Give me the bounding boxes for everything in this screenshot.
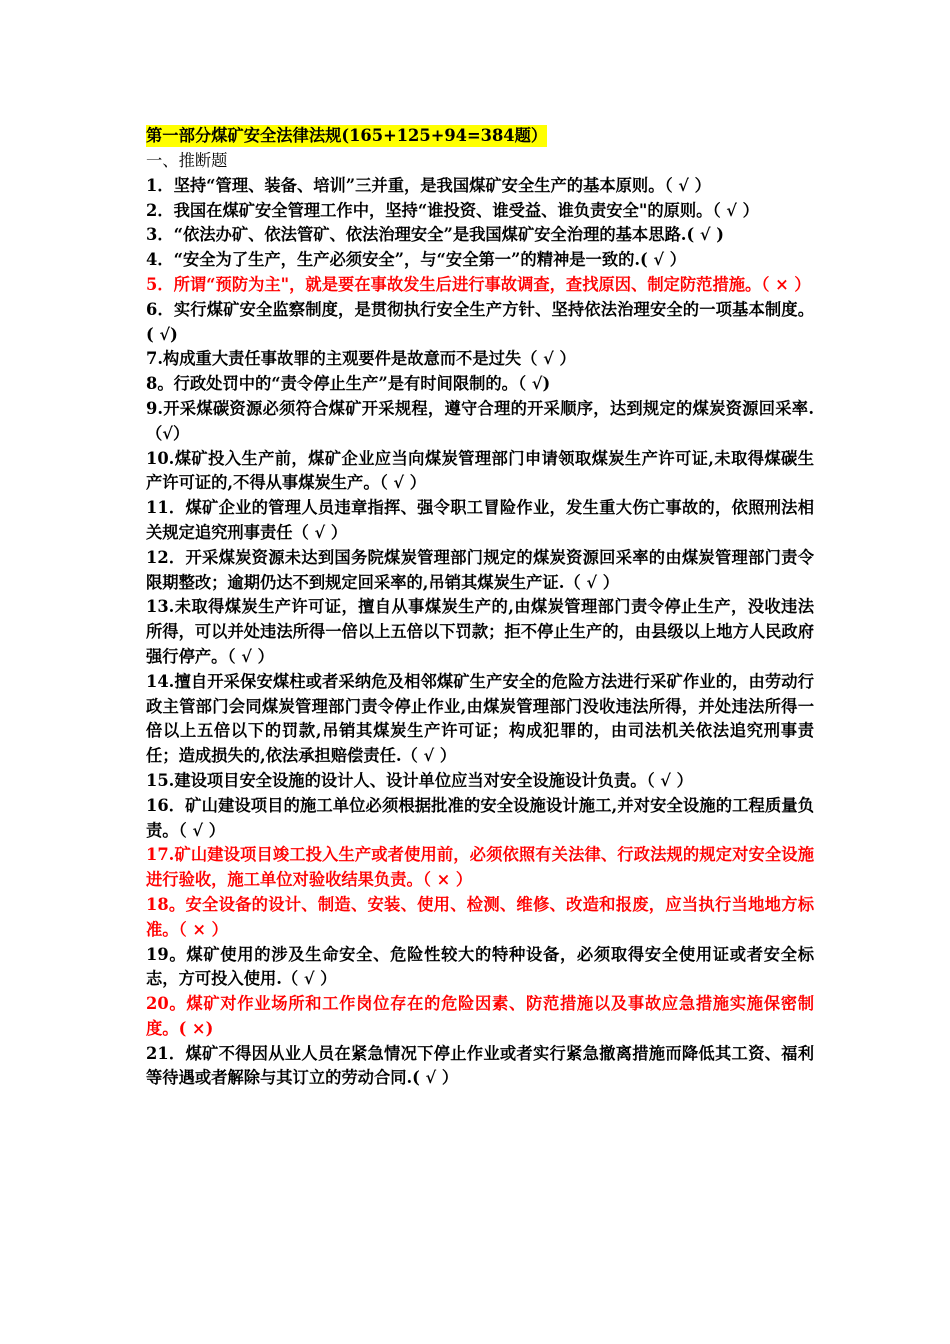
question-item: 14.擅自开采保安煤柱或者采纳危及相邻煤矿生产安全的危险方法进行采矿作业的，由劳动行政主管部门会同煤炭管理部门责令停止作业,由煤炭管理部门没收违法所得，并处违法所得一倍以上五倍以下的罚款,吊销其煤炭生产许可证；构成犯罪的，由司法机关依法追究刑事责任；造成损失的,依法承担赔偿责任.（ √ ）: [146, 671, 814, 766]
question-item: 5．所谓“预防为主"，就是要在事故发生后进行事故调查，查找原因、制定防范措施。（ × ）: [146, 274, 811, 294]
question-item: 18。安全设备的设计、制造、安装、使用、检测、维修、改造和报废，应当执行当地地方标准。（ × ）: [146, 894, 814, 939]
question-item: 19。煤矿使用的涉及生命安全、危险性较大的特种设备，必须取得安全使用证或者安全标志，方可投入使用.（ √ ）: [146, 944, 814, 989]
question-item: 7.构成重大责任事故罪的主观要件是故意而不是过失（ √ ）: [146, 349, 576, 369]
question-item: 8。行政处罚中的“责令停止生产”是有时间限制的。（ √): [146, 374, 551, 394]
question-item: 17.矿山建设项目竣工投入生产或者使用前，必须依照有关法律、行政法规的规定对安全设施进行验收，施工单位对验收结果负责。（ × ）: [146, 845, 814, 890]
question-item: 10.煤矿投入生产前，煤矿企业应当向煤炭管理部门申请领取煤炭生产许可证,未取得煤碳生产许可证的,不得从事煤炭生产。（ √ ）: [146, 448, 814, 493]
question-item: 6．实行煤矿安全监察制度，是贯彻执行安全生产方针、坚持依法治理安全的一项基本制度。( √): [146, 299, 814, 344]
document-page: [146, 124, 814, 1091]
question-item: 1．坚持“管理、装备、培训”三并重，是我国煤矿安全生产的基本原则。（ √ ）: [146, 175, 711, 195]
question-item: 4．“安全为了生产，生产必须安全”，与“安全第一”的精神是一致的.( √ ）: [146, 250, 687, 270]
question-item: 11．煤矿企业的管理人员违章指挥、强令职工冒险作业，发生重大伤亡事故的，依照刑法相关规定追究刑事责任（ √ ）: [146, 498, 814, 542]
question-item: 15.建设项目安全设施的设计人、设计单位应当对安全设施设计负责。（ √ ）: [146, 770, 693, 790]
question-item: 12．开采煤炭资源未达到国务院煤炭管理部门规定的煤炭资源回采率的由煤炭管理部门责令限期整改；逾期仍达不到规定回采率的,吊销其煤炭生产证.（ √ ）: [146, 547, 814, 592]
section-heading: 一、推断题: [146, 151, 228, 170]
document-title: 第一部分煤矿安全法律法规(165+125+94=384题）: [146, 126, 548, 145]
question-item: 13.未取得煤炭生产许可证，擅自从事煤炭生产的,由煤炭管理部门责令停止生产，没收违法所得，可以并处违法所得一倍以上五倍以下罚款；拒不停止生产的，由县级以上地方人民政府强行停产。（ √ ）: [146, 597, 814, 666]
question-item: 20。煤矿对作业场所和工作岗位存在的危险因素、防范措施以及事故应急措施实施保密制度。( ×): [146, 994, 814, 1038]
question-item: 9.开采煤碳资源必须符合煤矿开采规程，遵守合理的开采顺序，达到规定的煤炭资源回采率.（√）: [146, 398, 814, 443]
question-item: 16．矿山建设项目的施工单位必须根据批准的安全设施设计施工,并对安全设施的工程质量负责。（ √ ）: [146, 795, 814, 840]
question-item: 21．煤矿不得因从业人员在紧急情况下停止作业或者实行紧急撤离措施而降低其工资、福利等待遇或者解除与其订立的劳动合同.( √ ）: [146, 1043, 814, 1088]
question-item: 3．“依法办矿、依法管矿、依法治理安全”是我国煤矿安全治理的基本思路.( √ ): [146, 225, 724, 245]
question-item: 2．我国在煤矿安全管理工作中，坚持“谁投资、谁受益、谁负责安全"的原则。（ √ ）: [146, 200, 759, 220]
